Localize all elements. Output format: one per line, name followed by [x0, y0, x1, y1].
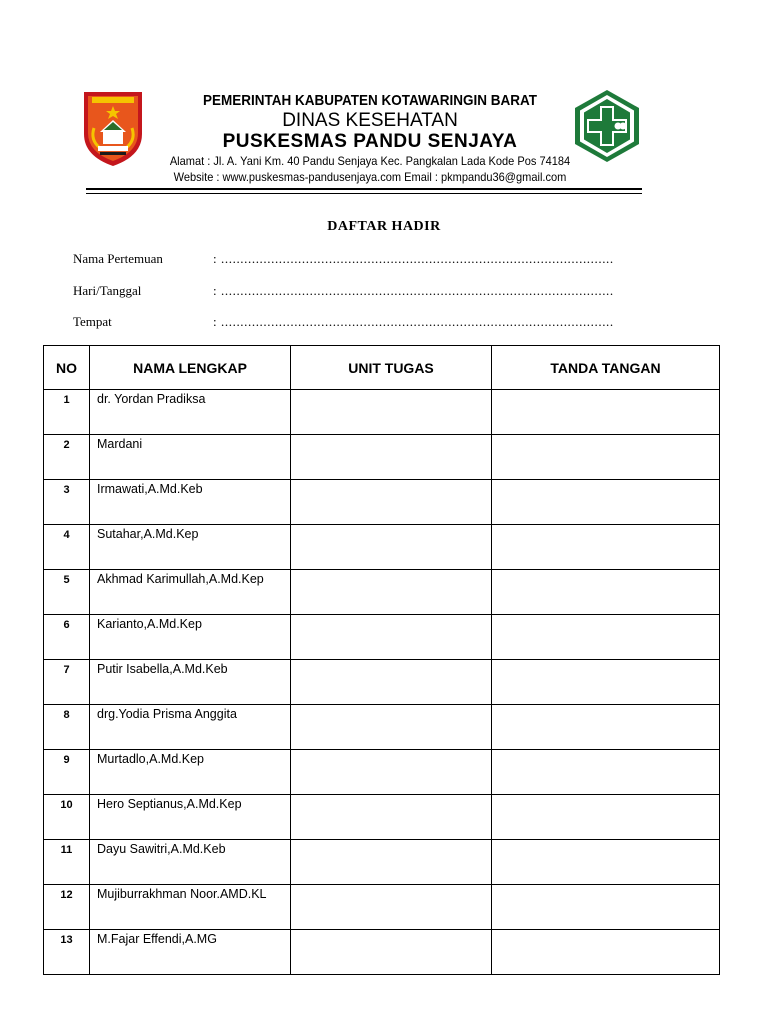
- tanda-tangan-cell[interactable]: [492, 930, 720, 975]
- tanda-tangan-cell[interactable]: [492, 525, 720, 570]
- table-row: [44, 840, 720, 885]
- nama-cell: [90, 705, 291, 750]
- row-number-cell: [44, 705, 90, 750]
- row-number-cell: [44, 570, 90, 615]
- tanda-tangan-cell[interactable]: [492, 435, 720, 480]
- letterhead-government: PEMERINTAH KABUPATEN KOTAWARINGIN BARAT: [202, 92, 537, 109]
- row-number: 5: [63, 574, 70, 586]
- tanda-tangan-cell[interactable]: [492, 480, 720, 525]
- nama-cell: [90, 750, 291, 795]
- tanda-tangan-cell[interactable]: [492, 660, 720, 705]
- unit-tugas-cell[interactable]: [291, 705, 492, 750]
- letterhead-address: Alamat : Jl. A. Yani Km. 40 Pandu Senjaya Kec. Pangkalan Lada Kode Pos 74184: [169, 154, 571, 168]
- row-number: 7: [63, 664, 70, 676]
- table-header-row: [44, 346, 720, 390]
- nama-cell: [90, 525, 291, 570]
- nama-cell: [90, 795, 291, 840]
- meta-label: Tempat: [73, 314, 112, 329]
- row-number: 9: [63, 754, 70, 766]
- letterhead-rule-thin: [86, 193, 642, 194]
- meta-tempat: [73, 314, 653, 332]
- row-number: 13: [60, 934, 73, 946]
- table-row: [44, 750, 720, 795]
- unit-tugas-cell[interactable]: [291, 750, 492, 795]
- nama-cell: [90, 885, 291, 930]
- unit-tugas-cell[interactable]: [291, 840, 492, 885]
- table-row: [44, 615, 720, 660]
- nama-lengkap: Hero Septianus,A.Md.Kep: [97, 797, 242, 811]
- table-row: [44, 660, 720, 705]
- nama-lengkap: M.Fajar Effendi,A.MG: [97, 932, 217, 946]
- row-number: 8: [63, 709, 70, 721]
- unit-tugas-cell[interactable]: [291, 615, 492, 660]
- header-no: NO: [44, 346, 90, 390]
- meta-hari-tanggal: [73, 283, 653, 301]
- table-row: [44, 390, 720, 435]
- nama-lengkap: dr. Yordan Pradiksa: [97, 392, 206, 406]
- row-number: 11: [60, 844, 73, 856]
- row-number-cell: [44, 840, 90, 885]
- row-number-cell: [44, 795, 90, 840]
- table-row: [44, 885, 720, 930]
- table-row: [44, 930, 720, 975]
- nama-lengkap: Akhmad Karimullah,A.Md.Kep: [97, 572, 264, 586]
- nama-lengkap: Mardani: [97, 437, 143, 451]
- row-number-cell: [44, 930, 90, 975]
- header-nama-lengkap: NAMA LENGKAP: [90, 346, 291, 390]
- unit-tugas-cell[interactable]: [291, 660, 492, 705]
- row-number: 6: [63, 619, 70, 631]
- row-number-cell: [44, 750, 90, 795]
- unit-tugas-cell[interactable]: [291, 885, 492, 930]
- row-number: 10: [60, 799, 73, 811]
- meta-fill-line: : ......................................................................................................: [213, 251, 614, 266]
- unit-tugas-cell[interactable]: [291, 930, 492, 975]
- table-row: [44, 705, 720, 750]
- nama-lengkap: Sutahar,A.Md.Kep: [97, 527, 199, 541]
- unit-tugas-cell[interactable]: [291, 390, 492, 435]
- unit-tugas-cell[interactable]: [291, 480, 492, 525]
- row-number-cell: [44, 390, 90, 435]
- unit-tugas-cell[interactable]: [291, 570, 492, 615]
- tanda-tangan-cell[interactable]: [492, 390, 720, 435]
- nama-cell: [90, 840, 291, 885]
- nama-lengkap: Irmawati,A.Md.Keb: [97, 482, 203, 496]
- tanda-tangan-cell[interactable]: [492, 705, 720, 750]
- nama-cell: [90, 435, 291, 480]
- row-number-cell: [44, 435, 90, 480]
- tanda-tangan-cell[interactable]: [492, 885, 720, 930]
- nama-lengkap: Putir Isabella,A.Md.Keb: [97, 662, 228, 676]
- letterhead-rule-thick: [86, 188, 642, 190]
- letterhead-puskesmas: PUSKESMAS PANDU SENJAYA: [222, 131, 518, 152]
- tanda-tangan-cell[interactable]: [492, 840, 720, 885]
- nama-cell: [90, 480, 291, 525]
- table-row: [44, 570, 720, 615]
- nama-lengkap: Karianto,A.Md.Kep: [97, 617, 202, 631]
- meta-fill-line: : ......................................................................................................: [213, 314, 614, 329]
- nama-lengkap: Mujiburrakhman Noor.AMD.KL: [97, 887, 267, 901]
- nama-cell: [90, 660, 291, 705]
- tanda-tangan-cell[interactable]: [492, 570, 720, 615]
- nama-cell: [90, 930, 291, 975]
- row-number: 1: [63, 394, 70, 406]
- nama-lengkap: Murtadlo,A.Md.Kep: [97, 752, 204, 766]
- tanda-tangan-cell[interactable]: [492, 615, 720, 660]
- nama-cell: [90, 570, 291, 615]
- meta-nama-pertemuan: [73, 251, 653, 269]
- table-row: [44, 525, 720, 570]
- row-number-cell: [44, 615, 90, 660]
- meta-fill-line: : ......................................................................................................: [213, 283, 614, 298]
- header-tanda-tangan: TANDA TANGAN: [492, 346, 720, 390]
- table-row: [44, 435, 720, 480]
- meta-label: Nama Pertemuan: [73, 251, 163, 266]
- unit-tugas-cell[interactable]: [291, 795, 492, 840]
- letterhead-contact: Website : www.puskesmas-pandusenjaya.com Email : pkmpandu36@gmail.com: [173, 170, 567, 184]
- table-row: [44, 795, 720, 840]
- row-number-cell: [44, 525, 90, 570]
- meta-label: Hari/Tanggal: [73, 283, 142, 298]
- letterhead-department: DINAS KESEHATAN: [282, 110, 458, 131]
- tanda-tangan-cell[interactable]: [492, 750, 720, 795]
- row-number-cell: [44, 480, 90, 525]
- row-number: 4: [63, 529, 70, 541]
- puskesmas-emblem-icon: [572, 88, 642, 164]
- row-number: 3: [63, 484, 70, 496]
- nama-lengkap: drg.Yodia Prisma Anggita: [97, 707, 237, 721]
- row-number-cell: [44, 660, 90, 705]
- tanda-tangan-cell[interactable]: [492, 795, 720, 840]
- header-unit-tugas: UNIT TUGAS: [291, 346, 492, 390]
- row-number: 2: [63, 439, 70, 451]
- nama-cell: [90, 615, 291, 660]
- table-row: [44, 480, 720, 525]
- kotawaringin-barat-emblem-icon: [80, 88, 146, 168]
- unit-tugas-cell[interactable]: [291, 525, 492, 570]
- document-title: DAFTAR HADIR: [327, 219, 441, 234]
- attendance-table: [43, 345, 720, 975]
- row-number: 12: [60, 889, 73, 901]
- row-number-cell: [44, 885, 90, 930]
- nama-lengkap: Dayu Sawitri,A.Md.Keb: [97, 842, 226, 856]
- nama-cell: [90, 390, 291, 435]
- unit-tugas-cell[interactable]: [291, 435, 492, 480]
